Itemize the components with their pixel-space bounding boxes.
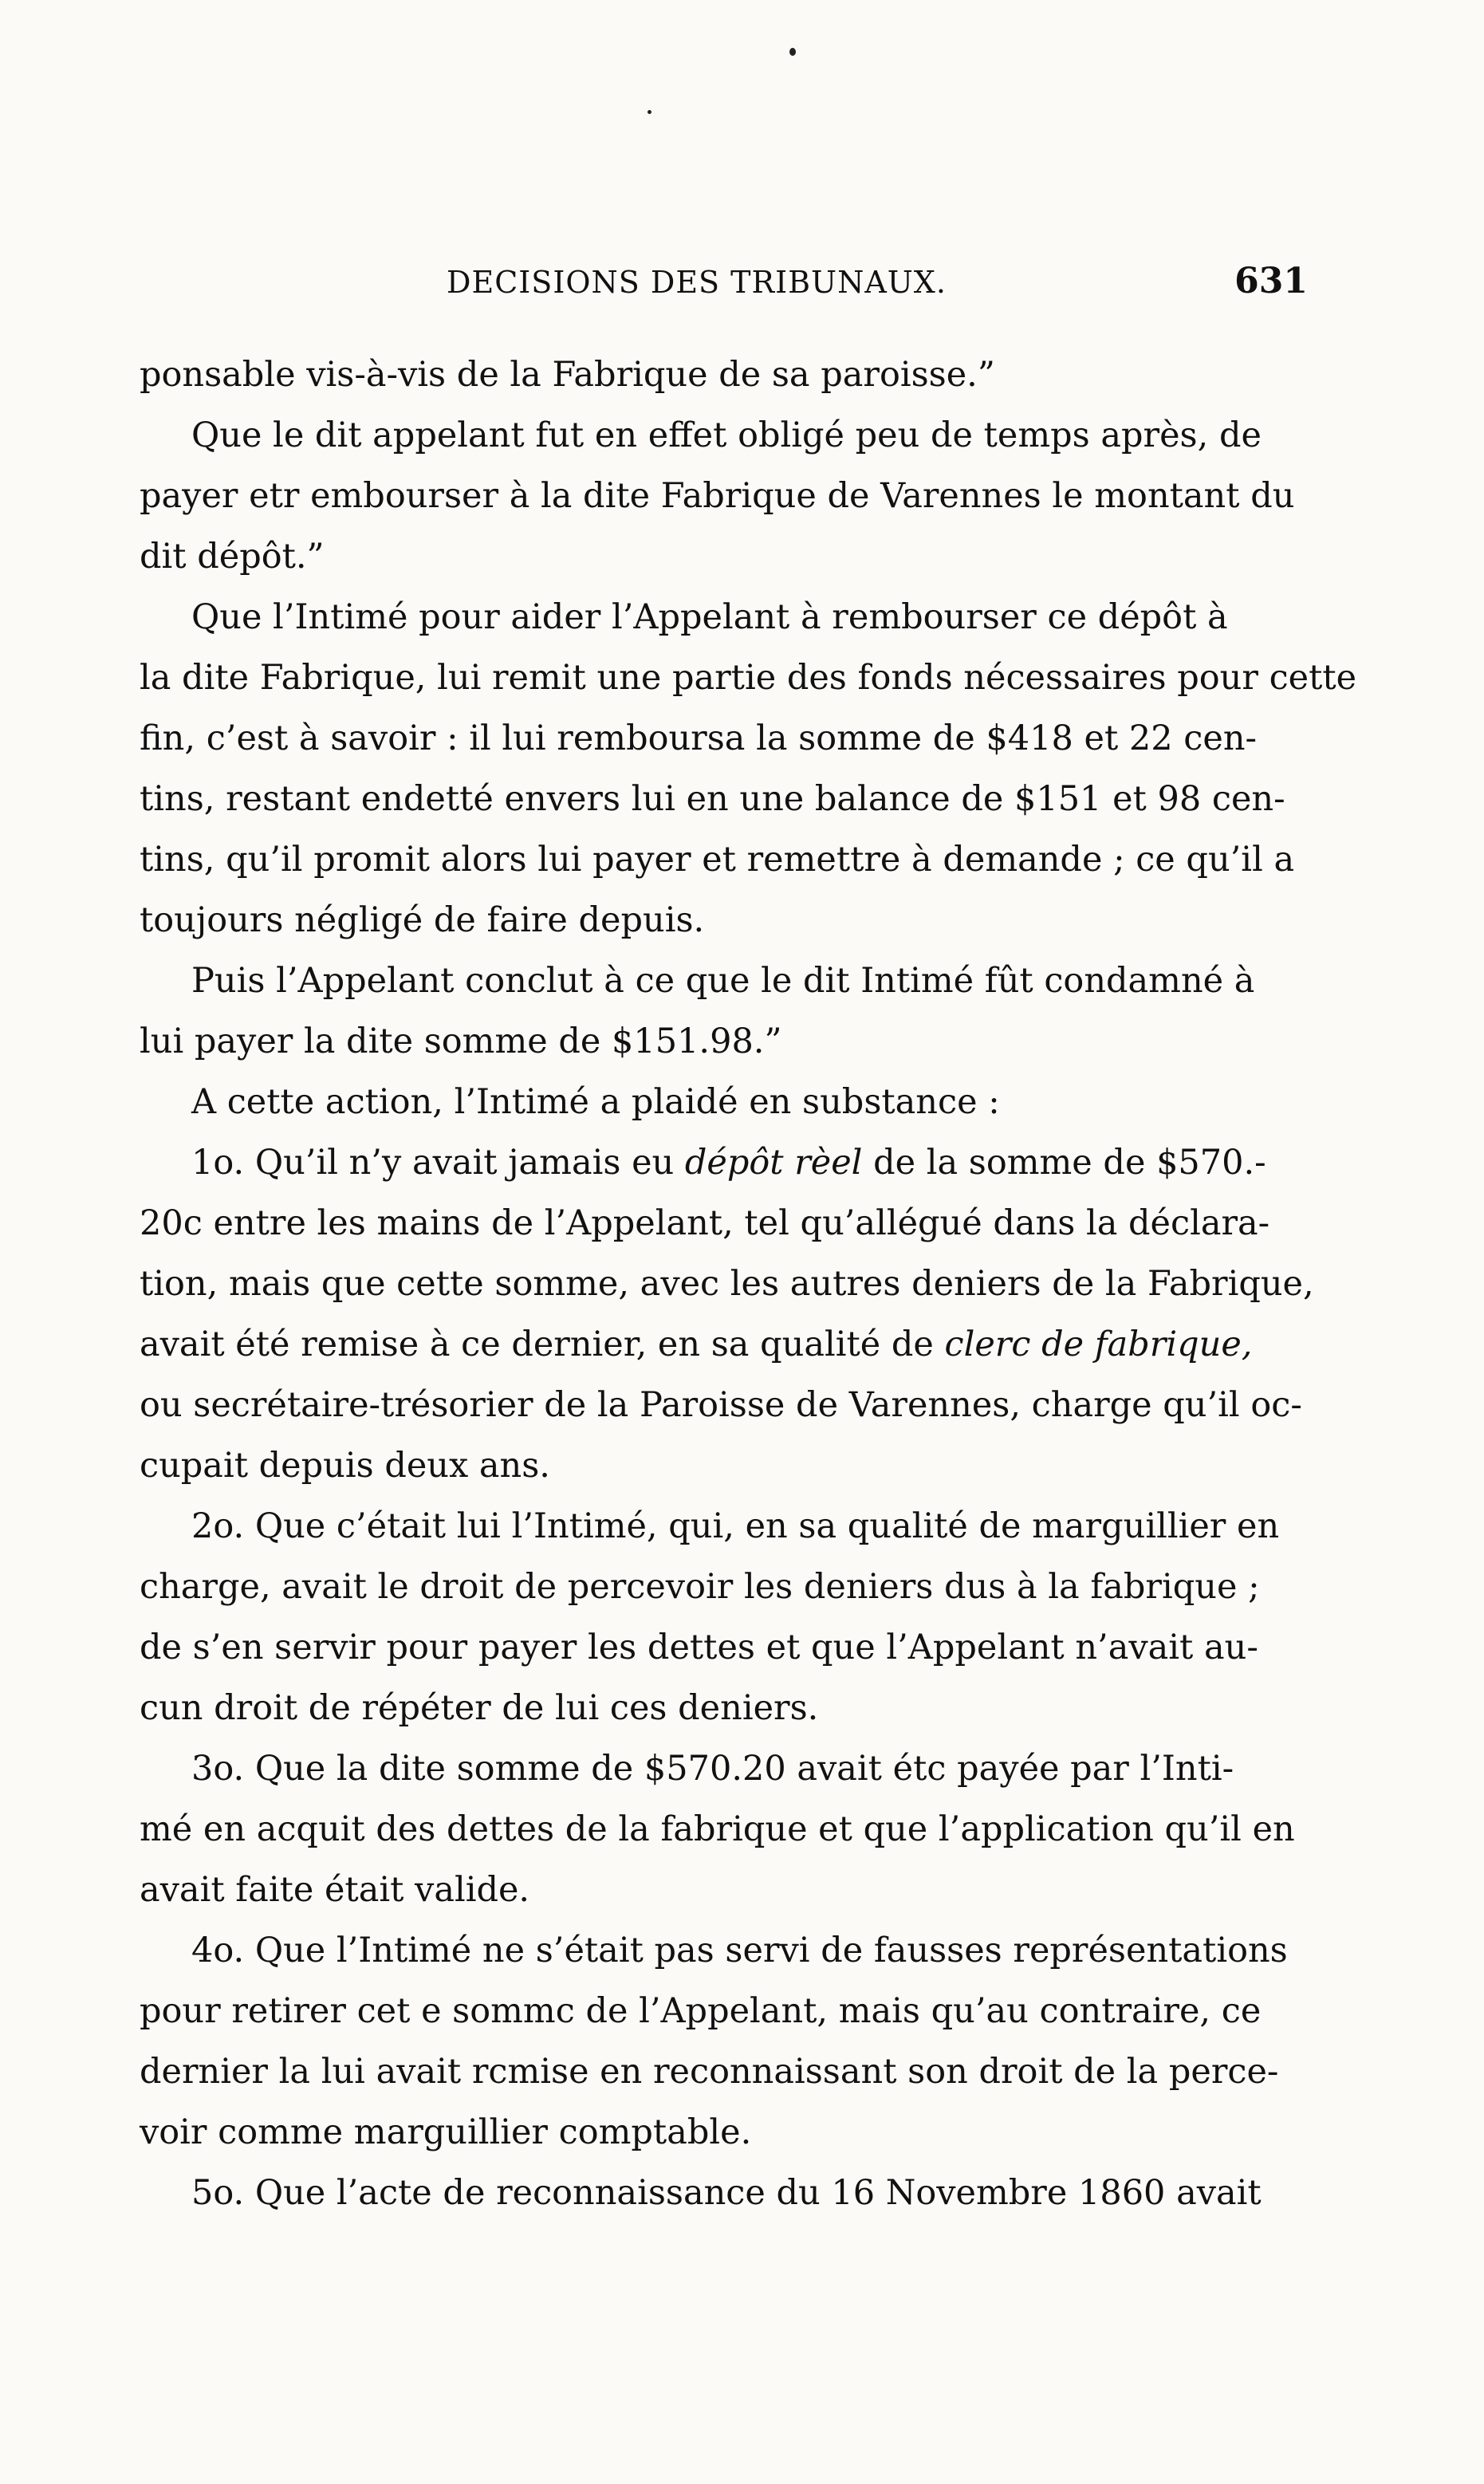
text-line: cupait depuis deux ans. (140, 1446, 550, 1486)
text-line: 4o. Que l’Intimé ne s’était pas servi de fausses représentations (191, 1931, 1288, 1970)
text-segment: 1o. Qu’il n’y avait jamais eu (191, 1143, 685, 1183)
text-line: dit dépôt.” (140, 537, 325, 577)
text-line: dernier la lui avait rcmise en reconnaissant son droit de la perce- (140, 2052, 1279, 2092)
ink-speck (648, 110, 651, 114)
text-line: tion, mais que cette somme, avec les autres deniers de la Fabrique, (140, 1264, 1314, 1304)
text-line: 5o. Que l’acte de reconnaissance du 16 Novembre 1860 avait (191, 2173, 1262, 2213)
text-line: pour retirer cet e sommc de l’Appelant, mais qu’au contraire, ce (140, 1991, 1262, 2031)
text-segment: avait été remise à ce dernier, en sa qualité de (140, 1325, 945, 1364)
emphasis-text: dépôt rèel (684, 1143, 863, 1183)
text-line: fin, c’est à savoir : il lui remboursa la somme de $418 et 22 cen- (140, 718, 1258, 758)
emphasis-text: clerc de fabrique, (944, 1325, 1253, 1364)
text-line: avait faite était valide. (140, 1870, 530, 1910)
text-segment: de la somme de $570.- (862, 1143, 1266, 1183)
running-head: DECISIONS DES TRIBUNAUX. (447, 265, 947, 300)
text-line: mé en acquit des dettes de la fabrique et que l’application qu’il en (140, 1809, 1295, 1849)
text-line: Puis l’Appelant conclut à ce que le dit Intimé fût condamné à (191, 961, 1255, 1001)
text-line: 20c entre les mains de l’Appelant, tel qu’allégué dans la déclara- (140, 1203, 1270, 1243)
text-line: A cette action, l’Intimé a plaidé en substance : (191, 1082, 1000, 1122)
text-line: Que le dit appelant fut en effet obligé peu de temps après, de (191, 415, 1262, 455)
body-text (140, 344, 1357, 2223)
text-line: de s’en servir pour payer les dettes et que l’Appelant n’avait au- (140, 1628, 1258, 1667)
text-line: 3o. Que la dite somme de $570.20 avait étc payée par l’Inti- (191, 1749, 1234, 1789)
text-line: charge, avait le droit de percevoir les deniers dus à la fabrique ; (140, 1567, 1260, 1607)
text-line: lui payer la dite somme de $151.98.” (140, 1022, 782, 1061)
text-line (140, 1314, 1288, 1375)
text-line: ou secrétaire-trésorier de la Paroisse de Varennes, charge qu’il oc- (140, 1385, 1302, 1425)
text-line: payer etr embourser à la dite Fabrique de Varennes le montant du (140, 476, 1295, 516)
text-line: cun droit de répéter de lui ces deniers. (140, 1688, 819, 1728)
text-line: tins, qu’il promit alors lui payer et remettre à demande ; ce qu’il a (140, 840, 1295, 880)
text-line: toujours négligé de faire depuis. (140, 900, 705, 940)
page-header (447, 261, 1308, 313)
ink-speck (789, 48, 796, 56)
text-line: ponsable vis-à-vis de la Fabrique de sa paroisse.” (140, 355, 995, 395)
text-line: Que l’Intimé pour aider l’Appelant à rembourser ce dépôt à (191, 597, 1228, 637)
text-line: voir comme marguillier comptable. (140, 2112, 752, 2152)
text-line: tins, restant endetté envers lui en une balance de $151 et 98 cen- (140, 779, 1285, 819)
text-line (140, 1132, 1288, 1193)
text-line: 2o. Que c’était lui l’Intimé, qui, en sa qualité de marguillier en (191, 1506, 1280, 1546)
page-number: 631 (1234, 261, 1308, 301)
text-line: la dite Fabrique, lui remit une partie des fonds nécessaires pour cette (140, 658, 1357, 698)
